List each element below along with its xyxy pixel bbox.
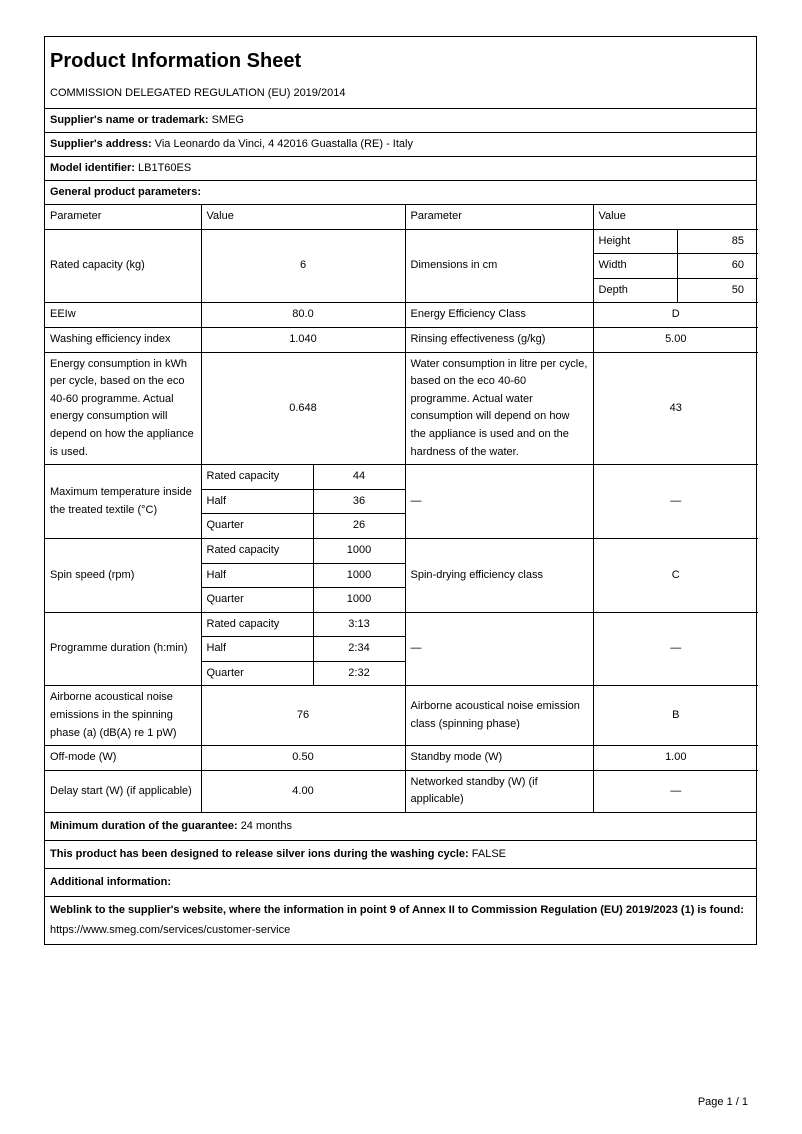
document-title: Product Information Sheet	[50, 50, 302, 72]
dimension-height-label: Height	[593, 229, 677, 254]
water-consumption-value: 43	[593, 352, 758, 465]
table-row	[45, 229, 758, 254]
subparam-value: 44	[313, 465, 405, 490]
subparam-label: Half	[201, 489, 313, 514]
subparam-label: Quarter	[201, 514, 313, 539]
dimension-depth-value: 50	[677, 278, 758, 303]
spin-dry-class-label: Spin-drying efficiency class	[405, 538, 593, 612]
col-header-parameter-1: Parameter	[45, 205, 201, 229]
dimension-depth-label: Depth	[593, 278, 677, 303]
programme-duration-label: Programme duration (h:min)	[45, 612, 201, 686]
delay-start-label: Delay start (W) (if applicable)	[45, 770, 201, 812]
table-row	[45, 686, 758, 746]
additional-information-label: Additional information:	[50, 876, 171, 889]
subparam-value: 2:34	[313, 637, 405, 662]
eeiw-value: 80.0	[201, 303, 405, 328]
water-consumption-label: Water consumption in litre per cycle, based on the eco 40-60 programme. Actual water consumption will depend on how the appliance is used and on the hardness of the water.	[405, 352, 593, 465]
washing-index-value: 1.040	[201, 327, 405, 352]
general-parameters-heading: General product parameters:	[50, 186, 201, 198]
max-temperature-label: Maximum temperature inside the treated textile (°C)	[45, 465, 201, 539]
supplier-weblink[interactable]: https://www.smeg.com/services/customer-service	[50, 924, 291, 937]
networked-standby-label: Networked standby (W) (if applicable)	[405, 770, 593, 812]
off-mode-label: Off-mode (W)	[45, 746, 201, 771]
standby-label: Standby mode (W)	[405, 746, 593, 771]
max-temperature-right-value: —	[593, 465, 758, 539]
weblink-label: Weblink to the supplier's website, where the information in point 9 of Annex II to Commission Regulation (EU) 2019/2023 (1) is found:	[50, 904, 744, 917]
programme-duration-right-label: —	[405, 612, 593, 686]
energy-class-value: D	[593, 303, 758, 328]
col-header-value-2: Value	[593, 205, 758, 229]
col-header-parameter-2: Parameter	[405, 205, 593, 229]
spin-speed-label: Spin speed (rpm)	[45, 538, 201, 612]
rated-capacity-value: 6	[201, 229, 405, 303]
noise-emissions-label: Airborne acoustical noise emissions in the spinning phase (a) (dB(A) re 1 pW)	[45, 686, 201, 746]
rinsing-label: Rinsing effectiveness (g/kg)	[405, 327, 593, 352]
subparam-label: Half	[201, 637, 313, 662]
subparam-label: Rated capacity	[201, 465, 313, 490]
supplier-address-value: Via Leonardo da Vinci, 4 42016 Guastalla (RE) - Italy	[154, 138, 413, 150]
subparam-value: 1000	[313, 563, 405, 588]
additional-information-row	[45, 868, 756, 896]
washing-index-label: Washing efficiency index	[45, 327, 201, 352]
supplier-address-label: Supplier's address:	[50, 138, 152, 150]
subparam-label: Rated capacity	[201, 612, 313, 637]
eeiw-label: EEIw	[45, 303, 201, 328]
rated-capacity-label: Rated capacity (kg)	[45, 229, 201, 303]
table-row	[45, 352, 758, 465]
subparam-value: 2:32	[313, 661, 405, 686]
model-identifier-row	[45, 157, 756, 181]
supplier-name-value: SMEG	[211, 114, 244, 126]
document-header	[45, 37, 756, 109]
subparam-label: Half	[201, 563, 313, 588]
noise-class-label: Airborne acoustical noise emission class (spinning phase)	[405, 686, 593, 746]
max-temperature-right-label: —	[405, 465, 593, 539]
off-mode-value: 0.50	[201, 746, 405, 771]
supplier-name-row	[45, 109, 756, 133]
dimension-height-value: 85	[677, 229, 758, 254]
supplier-address-row	[45, 133, 756, 157]
delay-start-value: 4.00	[201, 770, 405, 812]
silver-ions-label: This product has been designed to release silver ions during the washing cycle:	[50, 848, 469, 861]
programme-duration-right-value: —	[593, 612, 758, 686]
model-identifier-value: LB1T60ES	[138, 162, 192, 174]
subparam-value: 1000	[313, 538, 405, 563]
silver-ions-row	[45, 840, 756, 868]
regulation-subtitle: COMMISSION DELEGATED REGULATION (EU) 2019/2014	[50, 87, 346, 99]
energy-class-label: Energy Efficiency Class	[405, 303, 593, 328]
guarantee-label: Minimum duration of the guarantee:	[50, 820, 238, 833]
table-row	[45, 538, 758, 563]
guarantee-row	[45, 812, 756, 840]
subparam-value: 1000	[313, 588, 405, 613]
table-row	[45, 612, 758, 637]
page-number: Page 1 / 1	[697, 1096, 748, 1108]
col-header-value-1: Value	[201, 205, 405, 229]
silver-ions-value: FALSE	[471, 848, 507, 861]
dimension-width-label: Width	[593, 254, 677, 279]
noise-class-value: B	[593, 686, 758, 746]
spin-dry-class-value: C	[593, 538, 758, 612]
table-row	[45, 465, 758, 490]
energy-consumption-label: Energy consumption in kWh per cycle, based on the eco 40-60 programme. Actual energy consumption will depend on how the appliance is used.	[45, 352, 201, 465]
table-row	[45, 303, 758, 328]
subparam-label: Quarter	[201, 588, 313, 613]
energy-consumption-value: 0.648	[201, 352, 405, 465]
dimensions-label: Dimensions in cm	[405, 229, 593, 303]
table-row	[45, 327, 758, 352]
subparam-label: Quarter	[201, 661, 313, 686]
networked-standby-value: —	[593, 770, 758, 812]
guarantee-value: 24 months	[240, 820, 293, 833]
subparam-value: 26	[313, 514, 405, 539]
rinsing-value: 5.00	[593, 327, 758, 352]
general-parameters-table	[45, 205, 758, 812]
table-row	[45, 746, 758, 771]
noise-emissions-value: 76	[201, 686, 405, 746]
table-row	[45, 770, 758, 812]
standby-value: 1.00	[593, 746, 758, 771]
dimension-width-value: 60	[677, 254, 758, 279]
subparam-value: 36	[313, 489, 405, 514]
weblink-row	[45, 896, 756, 944]
subparam-label: Rated capacity	[201, 538, 313, 563]
general-parameters-heading-row	[45, 181, 756, 205]
product-information-sheet	[44, 36, 757, 945]
subparam-value: 3:13	[313, 612, 405, 637]
supplier-name-label: Supplier's name or trademark:	[50, 114, 209, 126]
table-header-row	[45, 205, 758, 229]
model-identifier-label: Model identifier:	[50, 162, 135, 174]
